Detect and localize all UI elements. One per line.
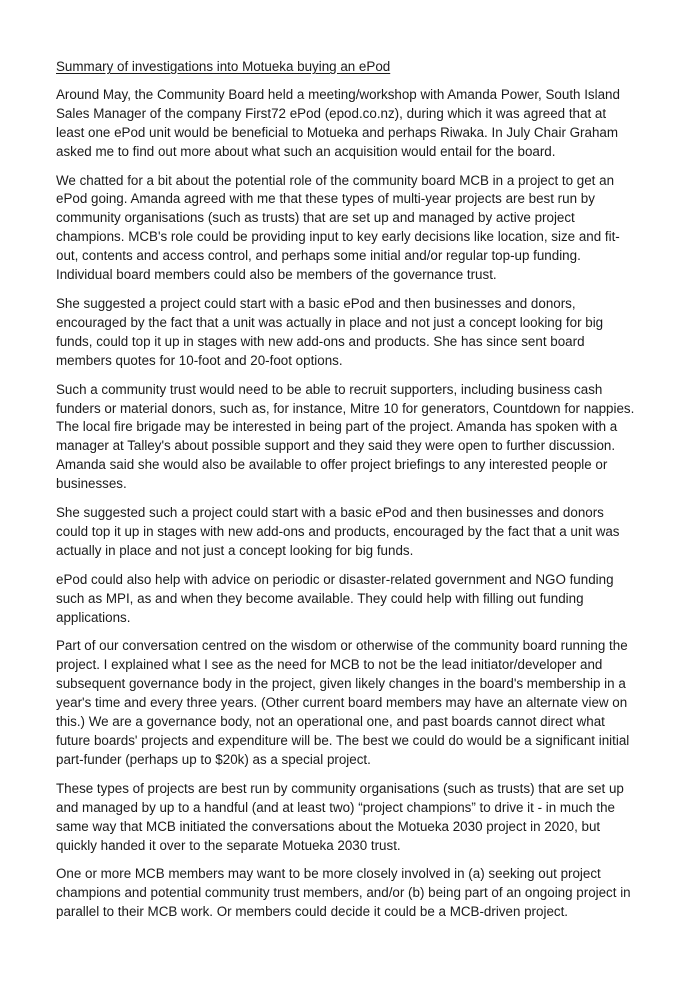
paragraph-6: ePod could also help with advice on periodic or disaster-related government and NGO funding such as MPI, as and when they become available. They could help with filling out funding applications. <box>56 571 614 625</box>
document-page <box>56 58 636 932</box>
paragraph-9: One or more MCB members may want to be more closely involved in (a) seeking out project champions and potential community trust members, and/or (b) being part of an ongoing project in parallel to their MCB work. Or members could decide it could be a MCB-driven project. <box>56 866 631 920</box>
paragraph-1: Around May, the Community Board held a meeting/workshop with Amanda Power, South Island Sales Manager of the company First72 ePod (epod.co.nz), during which it was agreed that at least one ePod unit would be beneficial to Motueka and perhaps Riwaka. In July Chair Graham asked me to find out more about what such an acquisition would entail for the board. <box>56 86 620 159</box>
document-title: Summary of investigations into Motueka buying an ePod <box>56 59 391 74</box>
paragraph-5: She suggested such a project could start with a basic ePod and then businesses and donors could top it up in stages with new add-ons and products, encouraged by the fact that a unit was actually in place and not just a concept looking for big funds. <box>56 505 620 558</box>
paragraph-4: Such a community trust would need to be able to recruit supporters, including business cash funders or material donors, such as, for instance, Mitre 10 for generators, Countdown for nappies. The local fire brigade may be interested in being part of the project. Amanda has spoken with a manager at Talley's about possible support and they said they were open to further discussion. Amanda said she would also be available to offer project briefings to any interested people or businesses. <box>56 381 635 492</box>
paragraph-7: Part of our conversation centred on the wisdom or otherwise of the community board running the project. I explained what I see as the need for MCB to not be the lead initiator/developer and subsequent governance body in the project, given likely changes in the board's membership in a year's time and every three years. (Other current board members may have an alternate view on this.) We are a governance body, not an operational one, and past boards cannot direct what future boards' projects and expenditure will be. The best we could do would be a significant initial part-funder (perhaps up to $20k) as a special project. <box>56 638 630 767</box>
paragraph-3: She suggested a project could start with a basic ePod and then businesses and donors, encouraged by the fact that a unit was actually in place and not just a concept looking for big funds, could top it up in stages with new add-ons and products. She has since sent board members quotes for 10-foot and 20-foot options. <box>56 295 604 368</box>
paragraph-8: These types of projects are best run by community organisations (such as trusts) that are set up and managed by up to a handful (and at least two) “project champions” to drive it - in much the same way that MCB initiated the conversations about the Motueka 2030 project in 2020, but quickly handed it over to the separate Motueka 2030 trust. <box>56 780 624 853</box>
paragraph-2: We chatted for a bit about the potential role of the community board MCB in a project to get an ePod going. Amanda agreed with me that these types of multi-year projects are best run by community organisations (such as trusts) that are set up and managed by active project champions. MCB's role could be providing input to key early decisions like location, size and fit-out, contents and access control, and perhaps some initial and/or regular top-up funding. Individual board members could also be members of the governance trust. <box>56 172 620 283</box>
